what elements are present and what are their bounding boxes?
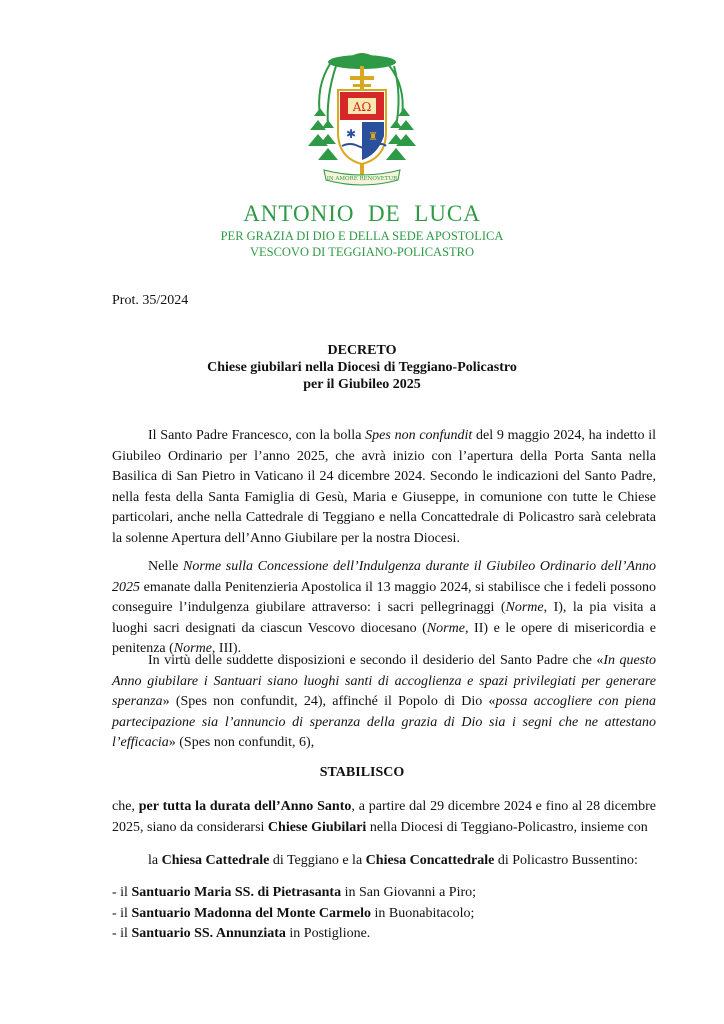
sanctuary-list — [112, 883, 672, 945]
paragraph-5: la Chiesa Cattedrale di Teggiano e la Chiesa Concattedrale di Policastro Bussentino: — [148, 853, 638, 868]
paragraph-2: Nelle Norme sulla Concessione dell’Indulgenza durante il Giubileo Ordinario dell’Anno 2025 emanate dalla Penitenzieria Apostolica il 13 maggio 2024, si stabilisce che i fedeli possono conseguire l’indulgenza giubilare attraverso: i sacri pellegrinaggi (Norme, I), la pia visita a luoghi sacri designati da ciascun Vescovo diocesano (Norme, II) e le opere di misericordia e penitenza (Norme, III). — [112, 559, 656, 656]
crest-letters: ΑΩ — [352, 100, 372, 114]
crest-motto: IN AMORE RENOVETUR — [326, 176, 398, 182]
letterhead-line1: PER GRAZIA DI DIO E DELLA SEDE APOSTOLICA — [220, 229, 504, 243]
protocol-number: Prot. 35/2024 — [112, 293, 189, 308]
decree-subtitle-2: per il Giubileo 2025 — [303, 377, 421, 392]
paragraph-3: In virtù delle suddette disposizioni e secondo il desiderio del Santo Padre che «In questo Anno giubilare i Santuari siano luoghi santi di accoglienza e spazi privilegiati per generare speranza» (Spes non confundit, 24), affinché il Popolo di Dio «possa accogliere con piena partecipazione sia l’annuncio di speranza della grazia di Dio sia i segni che ne attestano l’efficacia» (Spes non confundit, 6), — [112, 653, 657, 750]
list-item: - il Santuario Maria SS. di Pietrasanta in San Giovanni a Piro; — [112, 885, 477, 900]
decree-heading-block — [112, 342, 612, 393]
list-item: - il Santuario Madonna del Monte Carmelo in Buonabitacolo; — [112, 905, 475, 921]
paragraph-4: che, per tutta la durata dell’Anno Santo, a partire dal 29 dicembre 2024 e fino al 28 dicembre 2025, siano da considerarsi Chiese Giubilari nella Diocesi di Teggiano-Policastro, insieme con — [112, 799, 656, 835]
decree-title: DECRETO — [327, 343, 397, 358]
bishop-name: ANTONIO DE LUCA — [243, 201, 481, 226]
letterhead-line2: VESCOVO DI TEGGIANO-POLICASTRO — [249, 245, 475, 259]
episcopal-coat-of-arms — [300, 46, 424, 192]
paragraph-1: Il Santo Padre Francesco, con la bolla Spes non confundit del 9 maggio 2024, ha indetto il Giubileo Ordinario per l’anno 2025, che avrà inizio con l’apertura della Porta Santa nella Basilica di San Pietro in Vaticano il 24 dicembre 2024. Secondo le indicazioni del Santo Padre, nella festa della Santa Famiglia di Gesù, Maria e Giuseppe, in comunione con tutte le Chiese particolari, anche nella Cattedrale di Teggiano e nella Concattedrale di Policastro sarà celebrata la solenne Apertura dell’Anno Giubilare per la nostra Diocesi. — [112, 428, 656, 546]
svg-text:♜: ♜ — [368, 131, 378, 143]
letterhead — [0, 200, 724, 260]
list-item: - il Santuario SS. Annunziata in Postiglione. — [112, 926, 371, 941]
decree-subtitle-1: Chiese giubilari nella Diocesi di Teggiano-Policastro — [207, 360, 517, 375]
stabilisco-heading: STABILISCO — [319, 765, 405, 780]
svg-text:✱: ✱ — [345, 127, 357, 141]
